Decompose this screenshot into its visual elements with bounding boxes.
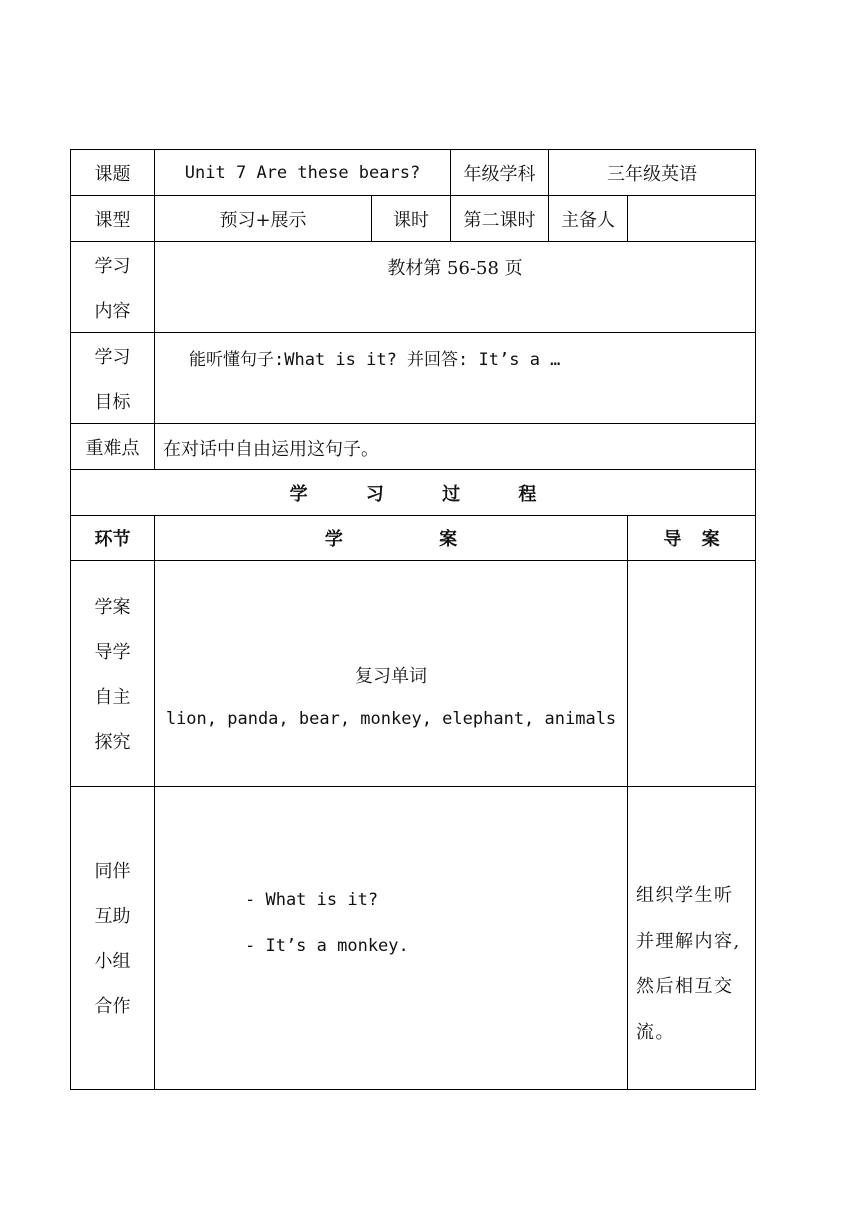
- difficulty-value: 在对话中自由运用这句子。: [163, 439, 379, 460]
- goal-value-cell: [154, 332, 756, 424]
- student-plan-header: 学 案: [324, 529, 458, 550]
- stage2-guide-line: 流。: [636, 1021, 675, 1043]
- teacher-plan-header: 导 案: [663, 529, 720, 550]
- preparer-label-cell: [548, 195, 628, 242]
- stage2-guide-cell: [627, 786, 756, 1090]
- difficulty-label: 重难点: [85, 437, 140, 459]
- topic-label-cell: [70, 149, 155, 196]
- stage2-label-line: 同伴: [94, 861, 131, 882]
- stage1-title: 复习单词: [355, 666, 427, 687]
- content-value: 教材第 56-58 页: [387, 258, 523, 279]
- type-value-cell: [154, 195, 372, 242]
- stage2-label-line: 合作: [94, 996, 131, 1017]
- difficulty-value-cell: [154, 423, 756, 470]
- stage1-label-line: 导学: [94, 642, 131, 663]
- process-title: 学 习 过 程: [289, 483, 563, 505]
- content-label-cell: [70, 241, 155, 333]
- stage2-guide-line: 并理解内容,: [636, 930, 741, 952]
- difficulty-label-cell: [70, 423, 155, 470]
- stage2-label-line: 互助: [94, 906, 131, 927]
- grade-label: 年级学科: [463, 163, 536, 185]
- process-title-cell: [70, 469, 756, 516]
- goal-label-line: 目标: [94, 392, 131, 413]
- period-value-cell: [450, 195, 549, 242]
- stage1-label-cell: [70, 560, 155, 787]
- stage1-guide-cell: [627, 560, 756, 787]
- topic-value: Unit 7 Are these bears?: [184, 162, 421, 183]
- stage1-content-cell: [154, 560, 628, 787]
- content-label-line: 内容: [94, 301, 131, 322]
- stage2-label-cell: [70, 786, 155, 1090]
- stage-header-cell: [70, 515, 155, 561]
- stage1-label-line: 自主: [94, 687, 131, 708]
- stage1-label-line: 探究: [94, 732, 131, 753]
- goal-value: 能听懂句子:What is it? 并回答: It’s a …: [189, 350, 561, 370]
- period-label: 课时: [393, 209, 429, 231]
- content-value-cell: [154, 241, 756, 333]
- goal-label-cell: [70, 332, 155, 424]
- goal-label-line: 学习: [94, 347, 131, 368]
- preparer-value-cell: [627, 195, 756, 242]
- stage2-content-cell: [154, 786, 628, 1090]
- type-label: 课型: [94, 209, 131, 231]
- stage-header: 环节: [94, 529, 131, 550]
- stage1-label-line: 学案: [94, 597, 131, 618]
- stage2-guide-line: 然后相互交: [636, 976, 734, 997]
- preparer-label: 主备人: [561, 209, 615, 231]
- grade-label-cell: [450, 149, 549, 196]
- grade-value: 三年级英语: [607, 163, 697, 185]
- period-value: 第二课时: [463, 209, 536, 231]
- content-label-line: 学习: [94, 256, 131, 277]
- grade-value-cell: [548, 149, 756, 196]
- stage2-guide-line: 组织学生听: [636, 885, 734, 906]
- stage2-label-line: 小组: [94, 951, 131, 972]
- stage2-line2: - It’s a monkey.: [245, 936, 409, 956]
- stage1-words: lion, panda, bear, monkey, elephant, animals: [165, 709, 617, 729]
- topic-value-cell: [154, 149, 451, 196]
- student-plan-header-cell: [154, 515, 628, 561]
- period-label-cell: [371, 195, 451, 242]
- stage2-line1: - What is it?: [245, 890, 379, 910]
- type-label-cell: [70, 195, 155, 242]
- type-value: 预习+展示: [219, 209, 307, 231]
- teacher-plan-header-cell: [627, 515, 756, 561]
- topic-label: 课题: [94, 163, 131, 185]
